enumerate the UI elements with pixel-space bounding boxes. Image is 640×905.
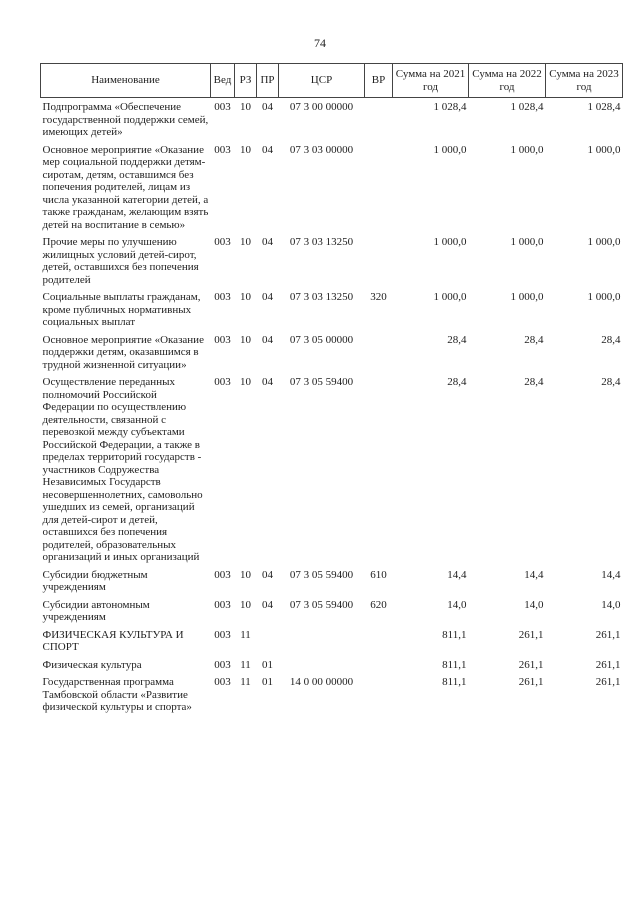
- row-vr: 620: [370, 598, 387, 611]
- row-vr: [365, 673, 393, 716]
- row-sum-2023: 1 000,0: [587, 236, 621, 248]
- row-sum-2021: 811,1: [442, 658, 467, 671]
- row-ved: 003: [214, 291, 231, 303]
- row-sum-2021: 14,0: [447, 598, 467, 611]
- header-pr: ПР: [257, 64, 279, 98]
- row-name: Субсидии автономным учреждениям: [42, 598, 150, 623]
- row-pr: 04: [262, 568, 273, 581]
- header-csr: ЦСР: [279, 64, 365, 98]
- row-sum-2023: 14,0: [601, 598, 621, 611]
- row-sum-2022: 1 000,0: [510, 236, 544, 248]
- row-sum-2022: 14,0: [524, 598, 544, 611]
- header-ved: Вед: [211, 64, 235, 98]
- table-row: [41, 98, 623, 141]
- row-csr: 07 3 05 59400: [289, 568, 354, 581]
- row-rz: 10: [240, 568, 251, 581]
- row-ved: 003: [214, 236, 231, 248]
- row-sum-2023: 261,1: [595, 628, 621, 641]
- row-csr: 07 3 05 59400: [289, 376, 354, 388]
- row-ved: 003: [214, 568, 231, 581]
- row-ved: 003: [214, 333, 231, 346]
- row-rz: 10: [240, 291, 251, 303]
- row-csr: 07 3 05 59400: [289, 598, 354, 611]
- row-sum-2021: 1 000,0: [433, 291, 467, 303]
- row-rz: 10: [240, 376, 251, 388]
- row-sum-2023: 1 000,0: [587, 291, 621, 303]
- row-csr: [279, 626, 365, 656]
- row-sum-2023: 1 028,4: [587, 101, 621, 113]
- row-pr: 01: [262, 658, 273, 671]
- row-sum-2022: 1 028,4: [510, 101, 544, 113]
- table-row: [41, 596, 623, 626]
- row-sum-2021: 28,4: [447, 333, 467, 346]
- row-csr: 07 3 00 00000: [289, 101, 354, 113]
- row-ved: 003: [214, 676, 231, 688]
- row-sum-2021: 1 000,0: [433, 143, 467, 156]
- row-sum-2023: 261,1: [595, 676, 621, 688]
- row-pr: [257, 626, 279, 656]
- row-name: Государственная программа Тамбовской области «Развитие физической культуры и спорта»: [42, 676, 192, 713]
- row-vr: [365, 141, 393, 234]
- table-row: [41, 656, 623, 674]
- row-name: Прочие меры по улучшению жилищных условий детей-сирот, детей, оставшихся без попечения родителей: [42, 236, 199, 286]
- row-pr: 04: [262, 101, 273, 113]
- row-csr: 07 3 03 13250: [289, 236, 354, 248]
- row-sum-2021: 1 000,0: [433, 236, 467, 248]
- row-csr: 07 3 03 13250: [289, 291, 354, 303]
- row-sum-2021: 811,1: [442, 676, 467, 688]
- row-sum-2022: 1 000,0: [510, 143, 544, 156]
- row-sum-2023: 261,1: [595, 658, 621, 671]
- row-vr: [365, 626, 393, 656]
- row-sum-2021: 1 028,4: [433, 101, 467, 113]
- row-vr: [365, 331, 393, 374]
- row-name: Подпрограмма «Обеспечение государственной поддержки семей, имеющих детей»: [42, 101, 209, 138]
- row-name: Субсидии бюджетным учреждениям: [42, 568, 148, 593]
- row-csr: 14 0 00 00000: [289, 676, 354, 688]
- row-pr: 04: [262, 236, 273, 248]
- row-name: Социальные выплаты гражданам, кроме публичных нормативных социальных выплат: [42, 291, 201, 328]
- row-pr: 04: [262, 143, 273, 156]
- header-sum-2021: Сумма на 2021 год: [393, 64, 469, 98]
- page-number: 74: [314, 36, 326, 50]
- row-name: Физическая культура: [42, 658, 142, 671]
- row-vr: [365, 656, 393, 674]
- table-header-row: [41, 64, 623, 98]
- row-ved: 003: [214, 658, 231, 671]
- table-row: [41, 233, 623, 288]
- row-sum-2022: 1 000,0: [510, 291, 544, 303]
- row-rz: 11: [240, 628, 251, 641]
- row-sum-2021: 14,4: [447, 568, 467, 581]
- row-rz: 11: [240, 676, 251, 688]
- row-rz: 10: [240, 101, 251, 113]
- row-sum-2023: 28,4: [601, 376, 621, 388]
- row-sum-2022: 261,1: [518, 676, 544, 688]
- row-ved: 003: [214, 598, 231, 611]
- table-row: [41, 626, 623, 656]
- row-csr: 07 3 03 00000: [289, 143, 354, 156]
- row-name: ФИЗИЧЕСКАЯ КУЛЬТУРА И СПОРТ: [42, 628, 184, 653]
- header-vr: ВР: [365, 64, 393, 98]
- row-ved: 003: [214, 628, 231, 641]
- row-rz: 10: [240, 236, 251, 248]
- header-name: Наименование: [41, 64, 211, 98]
- row-sum-2022: 14,4: [524, 568, 544, 581]
- row-sum-2022: 28,4: [524, 376, 544, 388]
- row-vr: 320: [370, 291, 387, 303]
- row-rz: 10: [240, 333, 251, 346]
- row-sum-2023: 1 000,0: [587, 143, 621, 156]
- row-sum-2023: 14,4: [601, 568, 621, 581]
- row-pr: 01: [262, 676, 273, 688]
- row-ved: 003: [214, 101, 231, 113]
- row-pr: 04: [262, 333, 273, 346]
- table-row: [41, 331, 623, 374]
- budget-table: [40, 63, 623, 716]
- header-sum-2022: Сумма на 2022 год: [469, 64, 546, 98]
- row-ved: 003: [214, 376, 231, 388]
- row-ved: 003: [214, 143, 231, 156]
- row-sum-2022: 261,1: [518, 628, 544, 641]
- row-rz: 11: [240, 658, 251, 671]
- table-row: [41, 288, 623, 331]
- row-vr: [365, 373, 393, 566]
- row-vr: 610: [370, 568, 387, 581]
- table-row: [41, 673, 623, 716]
- table-row: [41, 141, 623, 234]
- row-vr: [365, 98, 393, 141]
- table-row: [41, 373, 623, 566]
- header-rz: РЗ: [235, 64, 257, 98]
- table-row: [41, 566, 623, 596]
- row-name: Осуществление переданных полномочий Российской Федерации по осуществлению деятельности, связанной с перевозкой между субъектами Российской Федерации, а также в пределах территорий государств - участников Содружества Независимых Государств несовершеннолетних, самовольно ушедших из семей, организаций для детей-сирот и детей, оставшихся без попечения родителей, образовательных организаций и иных организаций: [42, 376, 203, 563]
- row-name: Основное мероприятие «Оказание мер социальной поддержки детям-сиротам, детям, оставшимся без попечения родителей, лицам из числа указанной категории детей, а также гражданам, желающим взять детей на воспитание в семью»: [42, 143, 209, 231]
- row-sum-2022: 261,1: [518, 658, 544, 671]
- row-vr: [365, 233, 393, 288]
- row-pr: 04: [262, 291, 273, 303]
- table-body: [41, 98, 623, 716]
- row-sum-2023: 28,4: [601, 333, 621, 346]
- row-sum-2022: 28,4: [524, 333, 544, 346]
- row-pr: 04: [262, 376, 273, 388]
- row-sum-2021: 28,4: [447, 376, 467, 388]
- row-csr: [279, 656, 365, 674]
- row-pr: 04: [262, 598, 273, 611]
- row-csr: 07 3 05 00000: [289, 333, 354, 346]
- header-sum-2023: Сумма на 2023 год: [546, 64, 623, 98]
- row-name: Основное мероприятие «Оказание поддержки детям, оказавшимся в трудной жизненной ситуации»: [42, 333, 204, 371]
- row-sum-2021: 811,1: [442, 628, 467, 641]
- row-rz: 10: [240, 598, 251, 611]
- row-rz: 10: [240, 143, 251, 156]
